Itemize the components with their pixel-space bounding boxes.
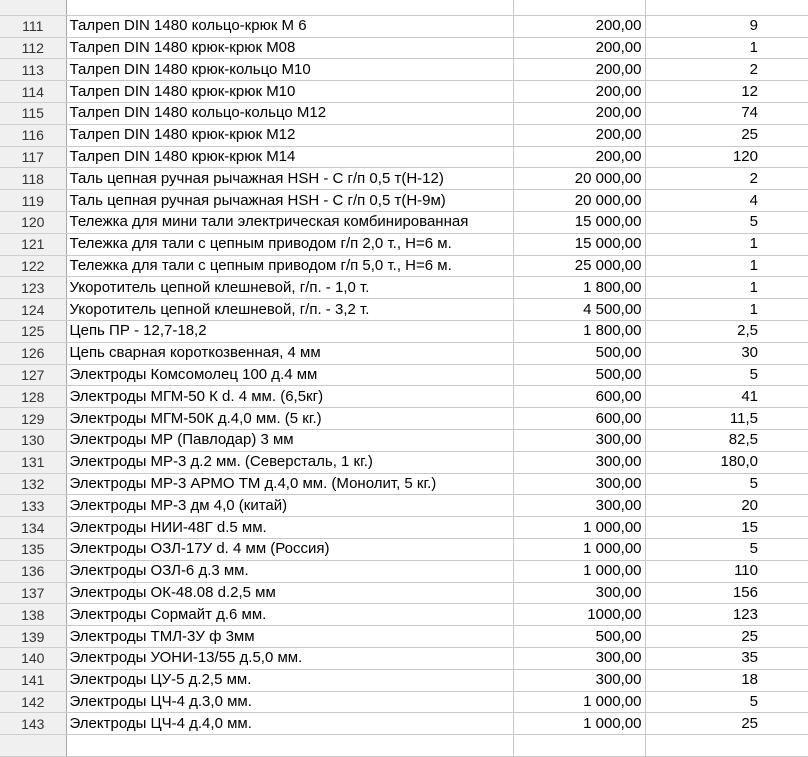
table-row [0,190,808,212]
cell-name[interactable]: Цепь сварная короткозвенная, 4 мм [66,342,513,364]
table-row [0,386,808,408]
row-number-header[interactable]: 116 [0,124,66,146]
cell-name[interactable] [66,735,513,757]
cell-empty[interactable] [761,211,808,233]
cell-price[interactable]: 25 000,00 [513,255,645,277]
cell-name[interactable]: Талреп DIN 1480 крюк-крюк М14 [66,146,513,168]
cell-price[interactable]: 500,00 [513,364,645,386]
cell-name[interactable]: Укоротитель цепной клешневой, г/п. - 1,0 т. [66,277,513,299]
row-number-header[interactable]: 119 [0,190,66,212]
cell-name[interactable]: Электроды ОЗЛ-17У d. 4 мм (Россия) [66,538,513,560]
cell-empty[interactable] [761,15,808,37]
cell-quantity[interactable]: 30 [645,342,761,364]
cell-price[interactable]: 300,00 [513,647,645,669]
table-row [0,168,808,190]
cell-quantity[interactable]: 2 [645,168,761,190]
cell-empty[interactable] [761,124,808,146]
cell-price[interactable]: 300,00 [513,429,645,451]
cell-quantity[interactable]: 1 [645,277,761,299]
cell-price[interactable]: 200,00 [513,59,645,81]
cell-price[interactable] [513,0,645,15]
cell-quantity[interactable] [645,0,761,15]
cell-empty[interactable] [761,626,808,648]
cell-price[interactable]: 1 000,00 [513,691,645,713]
row-number-header[interactable]: 123 [0,277,66,299]
cell-price[interactable]: 200,00 [513,81,645,103]
row-number-header[interactable]: 112 [0,37,66,59]
cell-name[interactable]: Укоротитель цепной клешневой, г/п. - 3,2 т. [66,299,513,321]
cell-quantity[interactable]: 15 [645,517,761,539]
row-number-header[interactable]: 120 [0,211,66,233]
cell-empty[interactable] [761,647,808,669]
cell-empty[interactable] [761,364,808,386]
cell-quantity[interactable]: 1 [645,255,761,277]
cell-empty[interactable] [761,59,808,81]
cell-empty[interactable] [761,190,808,212]
row-number-header[interactable]: 133 [0,495,66,517]
table-row [0,626,808,648]
cell-quantity[interactable]: 11,5 [645,408,761,430]
cell-name[interactable]: Талреп DIN 1480 кольцо-крюк М 6 [66,15,513,37]
cell-empty[interactable] [761,386,808,408]
cell-name[interactable]: Тележка для тали с цепным приводом г/п 5,0 т., Н=6 м. [66,255,513,277]
cell-price[interactable]: 600,00 [513,408,645,430]
row-number-header[interactable]: 114 [0,81,66,103]
cell-quantity[interactable]: 2 [645,59,761,81]
cell-quantity[interactable]: 120 [645,146,761,168]
row-number-header[interactable]: 137 [0,582,66,604]
cell-price[interactable]: 300,00 [513,495,645,517]
cell-price[interactable]: 200,00 [513,146,645,168]
cell-name[interactable]: Талреп DIN 1480 крюк-крюк М12 [66,124,513,146]
row-number-header[interactable]: 143 [0,713,66,735]
cell-empty[interactable] [761,233,808,255]
cell-name[interactable]: Электроды МГМ-50 К d. 4 мм. (6,5кг) [66,386,513,408]
table-row [0,102,808,124]
table-row [0,0,808,15]
row-number-header[interactable]: 131 [0,451,66,473]
cell-price[interactable]: 300,00 [513,669,645,691]
cell-quantity[interactable]: 25 [645,124,761,146]
table-row [0,233,808,255]
cell-name[interactable]: Электроды НИИ-48Г d.5 мм. [66,517,513,539]
cell-price[interactable]: 300,00 [513,451,645,473]
cell-empty[interactable] [761,451,808,473]
table-row [0,560,808,582]
cell-quantity[interactable]: 25 [645,626,761,648]
table-row [0,582,808,604]
cell-empty[interactable] [761,81,808,103]
row-number-header[interactable]: 134 [0,517,66,539]
table-row [0,517,808,539]
row-number-header[interactable]: 124 [0,299,66,321]
cell-name[interactable]: Электроды УОНИ-13/55 д.5,0 мм. [66,647,513,669]
cell-empty[interactable] [761,408,808,430]
cell-price[interactable]: 1000,00 [513,604,645,626]
cell-empty[interactable] [761,473,808,495]
row-number-header[interactable]: 136 [0,560,66,582]
cell-price[interactable]: 300,00 [513,473,645,495]
cell-name[interactable]: Электроды Сормайт д.6 мм. [66,604,513,626]
cell-name[interactable]: Электроды Комсомолец 100 д.4 мм [66,364,513,386]
cell-quantity[interactable]: 74 [645,102,761,124]
cell-price[interactable]: 20 000,00 [513,168,645,190]
cell-name[interactable]: Электроды ЦЧ-4 д.3,0 мм. [66,691,513,713]
cell-quantity[interactable]: 9 [645,15,761,37]
cell-name[interactable]: Электроды ЦУ-5 д.2,5 мм. [66,669,513,691]
cell-price[interactable]: 200,00 [513,124,645,146]
row-number-header[interactable]: 138 [0,604,66,626]
table-row [0,277,808,299]
cell-name[interactable]: Талреп DIN 1480 кольцо-кольцо М12 [66,102,513,124]
table-row [0,320,808,342]
cell-price[interactable]: 4 500,00 [513,299,645,321]
row-number-header[interactable]: 130 [0,429,66,451]
table-row [0,37,808,59]
cell-price[interactable]: 500,00 [513,342,645,364]
row-number-header[interactable] [0,735,66,757]
cell-quantity[interactable]: 110 [645,560,761,582]
cell-empty[interactable] [761,604,808,626]
cell-empty[interactable] [761,582,808,604]
row-number-header[interactable]: 117 [0,146,66,168]
cell-name[interactable]: Талреп DIN 1480 крюк-кольцо М10 [66,59,513,81]
cell-quantity[interactable]: 82,5 [645,429,761,451]
table-row [0,364,808,386]
cell-price[interactable]: 300,00 [513,582,645,604]
cell-name[interactable]: Электроды МР (Павлодар) 3 мм [66,429,513,451]
table-row [0,255,808,277]
cell-name[interactable] [66,0,513,15]
cell-empty[interactable] [761,342,808,364]
cell-price[interactable]: 200,00 [513,37,645,59]
row-number-header[interactable]: 127 [0,364,66,386]
cell-empty[interactable] [761,146,808,168]
cell-quantity[interactable]: 156 [645,582,761,604]
table-row [0,647,808,669]
cell-quantity[interactable]: 20 [645,495,761,517]
cell-empty[interactable] [761,102,808,124]
table-row [0,669,808,691]
row-number-header[interactable]: 135 [0,538,66,560]
cell-quantity[interactable]: 1 [645,233,761,255]
cell-empty[interactable] [761,538,808,560]
row-number-header[interactable]: 142 [0,691,66,713]
cell-quantity[interactable]: 1 [645,299,761,321]
cell-price[interactable]: 15 000,00 [513,233,645,255]
row-number-header[interactable]: 125 [0,320,66,342]
row-number-header[interactable]: 113 [0,59,66,81]
table-row [0,735,808,757]
cell-price[interactable]: 200,00 [513,102,645,124]
cell-empty[interactable] [761,429,808,451]
cell-name[interactable]: Талреп DIN 1480 крюк-крюк М10 [66,81,513,103]
table-row [0,299,808,321]
row-number-header[interactable]: 129 [0,408,66,430]
cell-empty[interactable] [761,669,808,691]
table-row [0,495,808,517]
cell-empty[interactable] [761,320,808,342]
row-number-header[interactable]: 121 [0,233,66,255]
cell-name[interactable]: Электроды МГМ-50К д.4,0 мм. (5 кг.) [66,408,513,430]
table-row [0,211,808,233]
cell-name[interactable]: Электроды ЦЧ-4 д.4,0 мм. [66,713,513,735]
cell-empty[interactable] [761,560,808,582]
cell-price[interactable]: 20 000,00 [513,190,645,212]
cell-quantity[interactable]: 1 [645,37,761,59]
cell-name[interactable]: Таль цепная ручная рычажная HSH - C г/п 0,5 т(Н-12) [66,168,513,190]
table-row [0,342,808,364]
table-row [0,124,808,146]
table-row [0,604,808,626]
table-row [0,538,808,560]
cell-name[interactable]: Электроды ОЗЛ-6 д.3 мм. [66,560,513,582]
row-number-header[interactable] [0,0,66,15]
cell-quantity[interactable]: 25 [645,713,761,735]
cell-quantity[interactable]: 123 [645,604,761,626]
cell-price[interactable]: 500,00 [513,626,645,648]
cell-name[interactable]: Электроды ОК-48.08 d.2,5 мм [66,582,513,604]
cell-price[interactable] [513,735,645,757]
table-row [0,429,808,451]
cell-quantity[interactable]: 180,0 [645,451,761,473]
cell-price[interactable]: 1 800,00 [513,277,645,299]
table-row [0,713,808,735]
cell-quantity[interactable]: 5 [645,538,761,560]
row-number-header[interactable]: 118 [0,168,66,190]
cell-quantity[interactable]: 41 [645,386,761,408]
cell-price[interactable]: 1 000,00 [513,560,645,582]
cell-quantity[interactable]: 35 [645,647,761,669]
row-number-header[interactable]: 128 [0,386,66,408]
table-row [0,691,808,713]
table-row [0,473,808,495]
cell-name[interactable]: Электроды МР-3 АРМО ТМ д.4,0 мм. (Монолит, 5 кг.) [66,473,513,495]
cell-price[interactable]: 600,00 [513,386,645,408]
cell-name[interactable]: Тележка для мини тали электрическая комбинированная [66,211,513,233]
cell-quantity[interactable]: 5 [645,211,761,233]
row-number-header[interactable]: 111 [0,15,66,37]
cell-name[interactable]: Таль цепная ручная рычажная HSH - C г/п 0,5 т(Н-9м) [66,190,513,212]
cell-quantity[interactable]: 4 [645,190,761,212]
cell-empty[interactable] [761,735,808,757]
cell-quantity[interactable] [645,735,761,757]
cell-price[interactable]: 200,00 [513,15,645,37]
table-row [0,146,808,168]
row-number-header[interactable]: 139 [0,626,66,648]
row-number-header[interactable]: 126 [0,342,66,364]
table-row [0,59,808,81]
row-number-header[interactable]: 122 [0,255,66,277]
cell-price[interactable]: 1 000,00 [513,713,645,735]
cell-empty[interactable] [761,691,808,713]
row-number-header[interactable]: 140 [0,647,66,669]
table-row [0,451,808,473]
cell-empty[interactable] [761,517,808,539]
cell-quantity[interactable]: 18 [645,669,761,691]
cell-empty[interactable] [761,37,808,59]
cell-quantity[interactable]: 5 [645,473,761,495]
cell-name[interactable]: Талреп DIN 1480 крюк-крюк М08 [66,37,513,59]
cell-empty[interactable] [761,713,808,735]
row-number-header[interactable]: 115 [0,102,66,124]
table-row [0,15,808,37]
cell-name[interactable]: Электроды МР-3 дм 4,0 (китай) [66,495,513,517]
cell-price[interactable]: 1 000,00 [513,517,645,539]
cell-empty[interactable] [761,277,808,299]
row-number-header[interactable]: 141 [0,669,66,691]
row-number-header[interactable]: 132 [0,473,66,495]
table-row [0,81,808,103]
cell-empty[interactable] [761,168,808,190]
table-row [0,408,808,430]
cell-quantity[interactable]: 5 [645,691,761,713]
cell-empty[interactable] [761,255,808,277]
cell-name[interactable]: Тележка для тали с цепным приводом г/п 2,0 т., Н=6 м. [66,233,513,255]
cell-quantity[interactable]: 12 [645,81,761,103]
cell-price[interactable]: 15 000,00 [513,211,645,233]
cell-quantity[interactable]: 2,5 [645,320,761,342]
cell-name[interactable]: Электроды ТМЛ-3У ф 3мм [66,626,513,648]
cell-name[interactable]: Электроды МР-3 д.2 мм. (Северсталь, 1 кг.) [66,451,513,473]
cell-empty[interactable] [761,299,808,321]
cell-quantity[interactable]: 5 [645,364,761,386]
cell-price[interactable]: 1 000,00 [513,538,645,560]
cell-empty[interactable] [761,0,808,15]
cell-name[interactable]: Цепь ПР - 12,7-18,2 [66,320,513,342]
cell-price[interactable]: 1 800,00 [513,320,645,342]
cell-empty[interactable] [761,495,808,517]
